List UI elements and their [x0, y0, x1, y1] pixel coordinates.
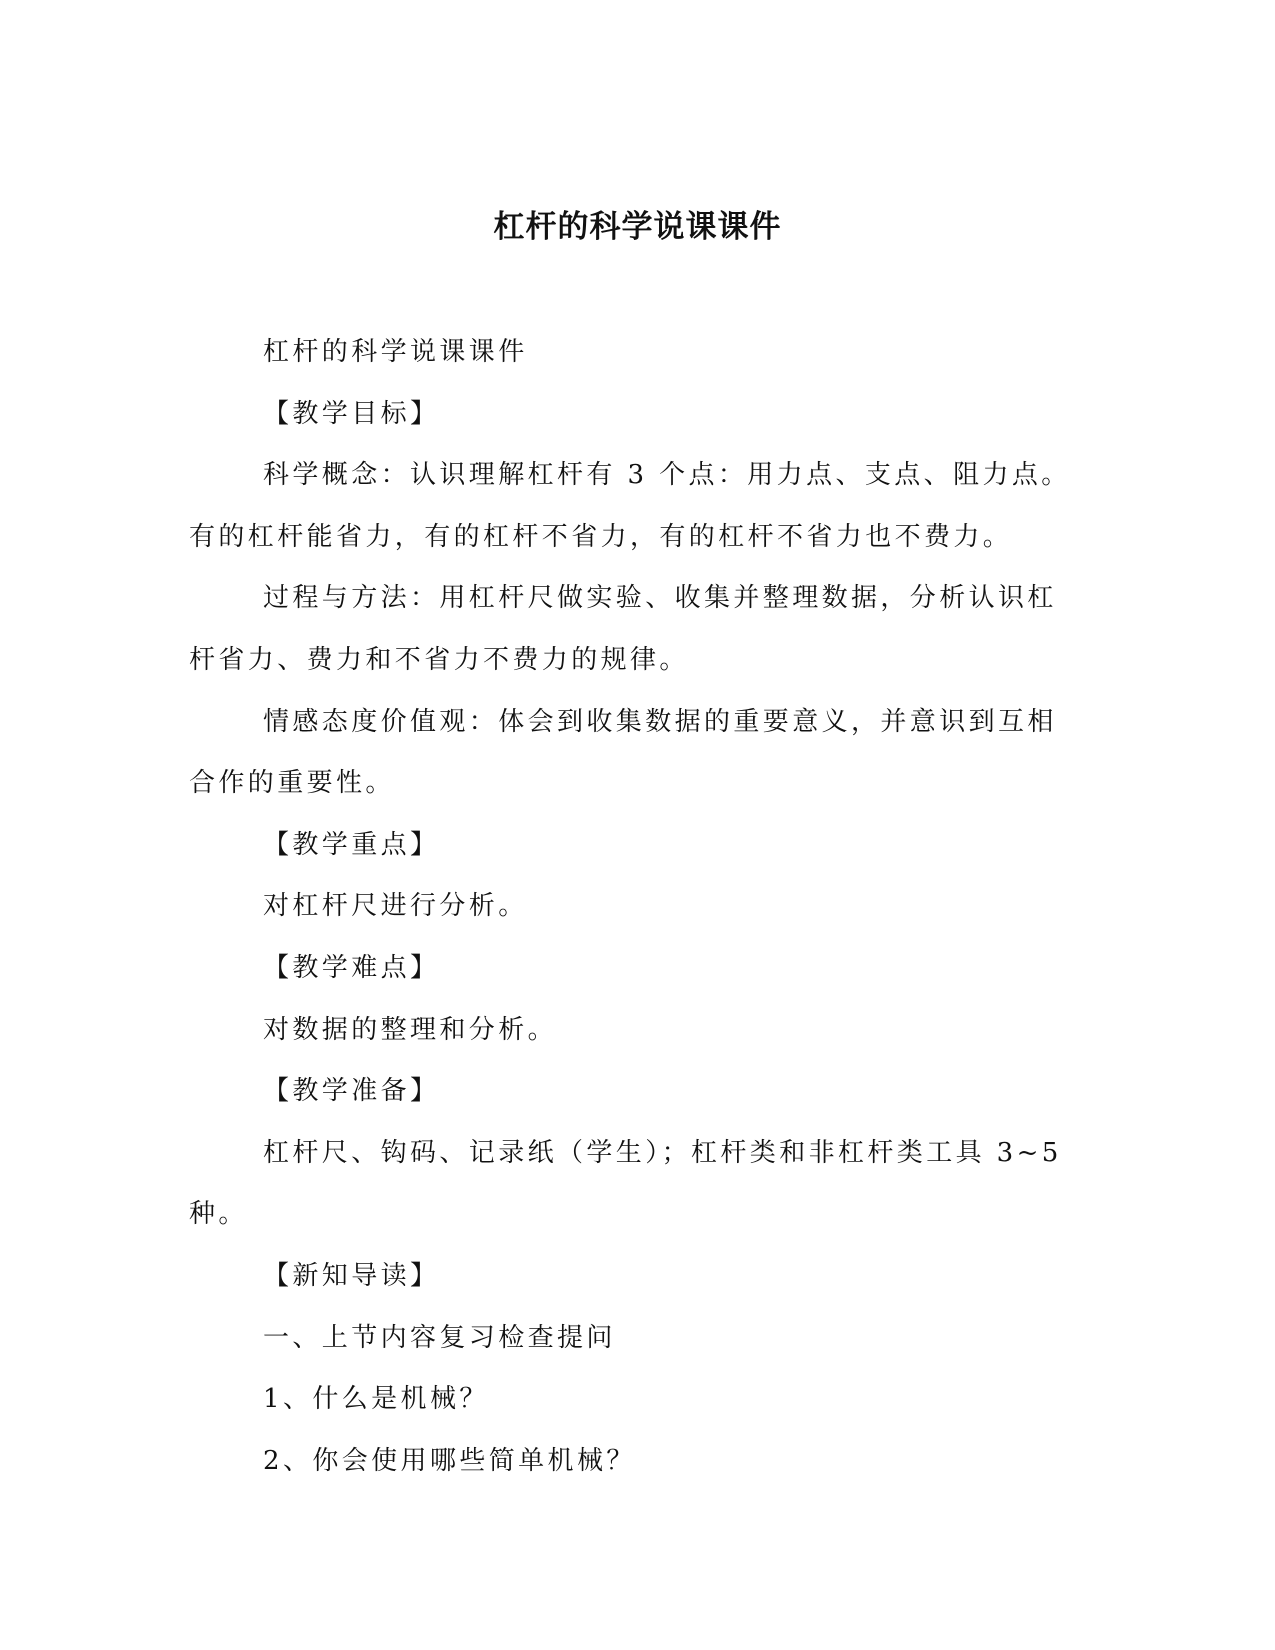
paragraph-science-concept: 科学概念：认识理解杠杆有 3 个点：用力点、支点、阻力点。有的杠杆能省力，有的杠杆不省力，有的杠杆不省力也不费力。 [189, 460, 1071, 552]
list-item-question-1: 1、什么是机械？ [263, 1384, 489, 1415]
section-heading-teaching-goals: 【教学目标】 [263, 398, 440, 429]
paragraph-process-method: 过程与方法：用杠杆尺做实验、收集并整理数据，分析认识杠杆省力、费力和不省力不费力的规律。 [189, 583, 1057, 675]
section-heading-difficulties: 【教学难点】 [263, 952, 440, 983]
list-item-question-2: 2、你会使用哪些简单机械？ [263, 1445, 636, 1476]
document-body [189, 322, 1084, 1492]
paragraph-key-points: 对杠杆尺进行分析。 [263, 891, 528, 922]
paragraph-attitude-values: 情感态度价值观：体会到收集数据的重要意义，并意识到互相合作的重要性。 [189, 706, 1057, 799]
document-title: 杠杆的科学说课课件 [493, 209, 782, 245]
paragraph-subtitle: 杠杆的科学说课课件 [263, 337, 528, 367]
section-heading-key-points: 【教学重点】 [263, 829, 440, 860]
section-heading-preparation: 【教学准备】 [263, 1076, 440, 1107]
paragraph-review-heading: 一、上节内容复习检查提问 [263, 1322, 616, 1353]
paragraph-difficulties: 对数据的整理和分析。 [263, 1014, 558, 1045]
paragraph-preparation: 杠杆尺、钩码、记录纸（学生）；杠杆类和非杠杆类工具 3~5 种。 [189, 1137, 1062, 1230]
section-heading-new-knowledge: 【新知导读】 [263, 1260, 440, 1291]
